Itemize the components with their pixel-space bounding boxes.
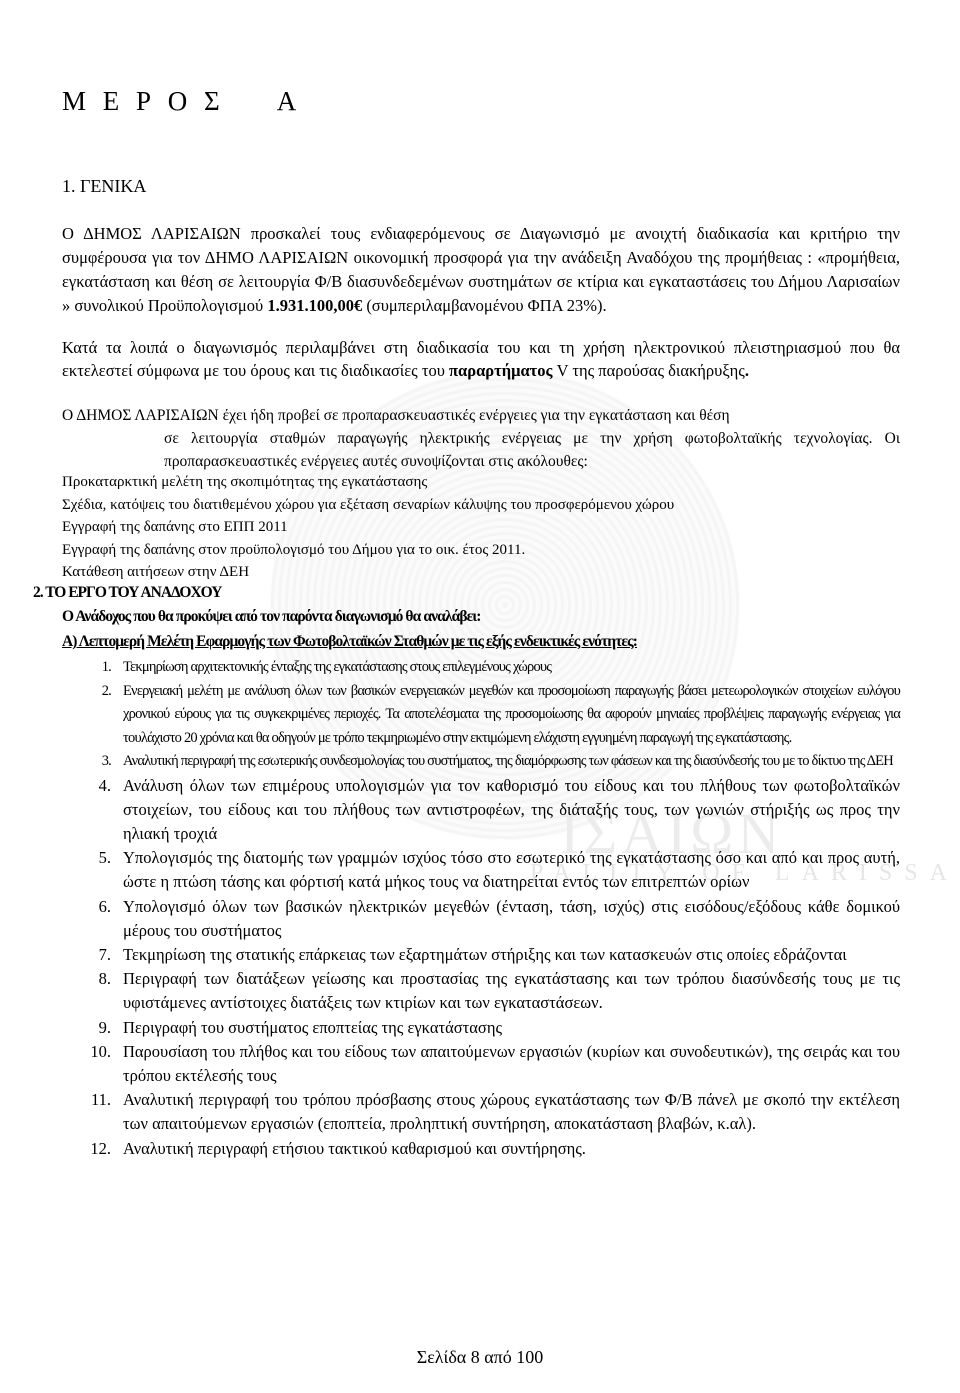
- contractor-intro: Ο Ανάδοχος που θα προκύψει από τον παρόντα διαγωνισμό θα αναλάβει:: [62, 608, 481, 625]
- item-number: 7.: [98, 944, 111, 964]
- subsection-a-heading: Α) Λεπτομερή Μελέτη Εφαρμογής των Φωτοβολταϊκών Σταθμών με τις εξής ενδεικτικές ενότητες:: [62, 633, 637, 650]
- list-item: [62, 1088, 900, 1136]
- preparation-first-line: Ο ΔΗΜΟΣ ΛΑΡΙΣΑΙΩΝ έχει ήδη προβεί σε προπαρασκευαστικές ενέργειες για την εγκατάσταση και θέση: [62, 407, 730, 424]
- item-text: Τεκμηρίωση της στατικής επάρκειας των εξαρτημάτων στήριξης και των κατασκευών στις οποίες εδράζονται: [123, 944, 847, 964]
- item-number: 3.: [101, 753, 111, 769]
- preparation-item: Προκαταρκτική μελέτη της σκοπιμότητας της εγκατάστασης: [62, 474, 428, 490]
- list-item: [62, 967, 900, 1015]
- item-text: Περιγραφή των διατάξεων γείωσης και προστασίας της εγκατάστασης και των τρόπου διασύνδεσής τους με τις υφιστάμενες αντίστοιχες διατάξεις των κτιρίων και των εγκαταστάσεων.: [123, 969, 900, 1013]
- auction-end: .: [744, 361, 749, 380]
- list-item: [62, 1137, 900, 1161]
- item-text: Ενεργειακή μελέτη με ανάλυση όλων των βασικών ενεργειακών μεγεθών και προσομοίωση παραγωγής βάσει μετεωρολογικών στοιχείων ευλόγου χρονικού εύρους για τις συγκεκριμένες περιοχές. Τα αποτελέσματα της προσομοίωσης θα αφορούν μηνιαίες προβλέψεις παραγωγής ενέργειας για τουλάχιστο 20 χρόνια και θα οδηγούν με τρόπο τεκμηριωμένο στην εκτιμώμενη ελάχιστη εγγυημένη παραγωγή της εγκατάστασης.: [123, 682, 900, 746]
- item-number: 2.: [101, 682, 111, 699]
- page-number-footer: Σελίδα 8 από 100: [416, 1347, 544, 1367]
- budget-amount: 1.931.100,00€: [267, 296, 363, 315]
- item-number: 4.: [98, 775, 111, 795]
- item-number: 11.: [90, 1090, 111, 1110]
- auction-text: Κατά τα λοιπά ο διαγωνισμός περιλαμβάνει στη διαδικασία του και τη χρήση ηλεκτρονικού πλειστηριασμού που θα εκτελεστεί σύμφωνα με του όρους και τις διαδικασίες του: [62, 338, 900, 380]
- preparation-list: [62, 471, 674, 584]
- annex-label: παραρτήματος: [449, 361, 553, 380]
- preparation-item: Σχέδια, κατόψεις του διατιθεμένου χώρου για εξέταση σεναρίων κάλυψης του προσφερόμενου χώρου: [62, 496, 675, 513]
- item-number: 8.: [98, 969, 111, 989]
- item-number: 12.: [90, 1138, 111, 1158]
- watermark-text-small: PALITY OF LARISSA: [530, 860, 959, 886]
- preparation-item: Κατάθεση αιτήσεων στην ΔΕΗ: [62, 564, 250, 581]
- list-item: [62, 774, 900, 847]
- section-heading-contractor-work: 2. ΤΟ ΕΡΓΟ ΤΟΥ ΑΝΑΔΟΧΟΥ: [33, 584, 222, 601]
- intro-text: Ο ΔΗΜΟΣ ΛΑΡΙΣΑΙΩΝ προσκαλεί τους ενδιαφερόμενους σε Διαγωνισμό με ανοιχτή διαδικασία και κριτήριο την συμφέρουσα για τον ΔΗΜΟ ΛΑΡΙΣΑΙΩΝ οικονομική προσφορά για την ανάδειξη Αναδόχου της προμήθειας : «προμήθεια, εγκατάσταση και θέση σε λειτουργία Φ/Β διασυνδεδεμένων συστημάτων σε κτίρια και εγκαταστάσεις του Δήμου Λαρισαίων » συνολικού Προϋπολογισμού: [62, 224, 900, 315]
- item-text: Περιγραφή του συστήματος εποπτείας της εγκατάστασης: [123, 1017, 502, 1037]
- watermark-text-large: ΙΣΑΙΩΝ: [560, 801, 784, 866]
- list-item: [62, 895, 900, 943]
- part-title: Μ Ε Ρ Ο Σ: [62, 86, 225, 116]
- item-number: 10.: [90, 1041, 111, 1061]
- item-number: 9.: [98, 1017, 111, 1037]
- item-text: Αναλυτική περιγραφή του τρόπου πρόσβασης στους χώρους εγκατάστασης των Φ/Β πάνελ με σκοπό την εκτέλεση των απαιτούμενων εργασιών (εποπτεία, προληπτική συντήρηση, αποκατάσταση βλαβών, κ.αλ).: [123, 1090, 900, 1134]
- item-text: Παρουσίαση του πλήθος και του είδους των απαιτούμενων εργασιών (κυρίων και συνοδευτικών), της σειράς και του τρόπου εκτέλεσής τους: [123, 1041, 900, 1085]
- list-item: [62, 1016, 900, 1040]
- study-tasks-list: [62, 656, 900, 1161]
- list-item: [62, 750, 900, 774]
- section-heading-general: 1. ΓΕΝΙΚΑ: [62, 176, 147, 196]
- preparation-rest: σε λειτουργία σταθμών παραγωγής ηλεκτρικής ενέργειας με την χρήση φωτοβολταϊκής τεχνολογίας. Οι προπαρασκευαστικές ενέργειες αυτές συνοψίζονται στις ακόλουθες:: [164, 430, 900, 470]
- list-item: [62, 1040, 900, 1088]
- list-item: [62, 846, 900, 894]
- item-number: 1.: [101, 659, 111, 675]
- item-text: Αναλυτική περιγραφή ετήσιου τακτικού καθαρισμού και συντήρησης.: [123, 1138, 586, 1158]
- item-text: Τεκμηρίωση αρχιτεκτονικής ένταξης της εγκατάστασης στους επιλεγμένους χώρους: [123, 659, 552, 675]
- preparation-paragraph: [62, 404, 900, 473]
- intro-paragraph: [62, 222, 900, 318]
- list-item: [62, 943, 900, 967]
- item-text: Αναλυτική περιγραφή της εσωτερικής συνδεσμολογίας του συστήματος, της διαμόρφωσης των φάσεων και της διασύνδεσής του με το δίκτυο της ΔΕΗ: [123, 753, 893, 769]
- list-item: [62, 680, 900, 751]
- auction-paragraph: [62, 336, 900, 382]
- preparation-item: Εγγραφή της δαπάνης στο ΕΠΠ 2011: [62, 519, 288, 536]
- item-number: 6.: [98, 896, 111, 916]
- item-number: 5.: [98, 848, 111, 868]
- intro-tail: (συμπεριλαμβανομένου ΦΠΑ 23%).: [362, 296, 607, 315]
- list-item: [62, 656, 900, 680]
- auction-tail: V της παρούσας διακήρυξης: [552, 361, 745, 380]
- preparation-item: Εγγραφή της δαπάνης στον προϋπολογισμό του Δήμου για το οικ. έτος 2011.: [62, 541, 526, 558]
- item-text: Υπολογισμός της διατομής των γραμμών ισχύος τόσο στο εσωτερικό της εγκατάστασης όσο και από και προς αυτή, ώστε η πτώση τάσης και φόρτισή κατά μήκος τους να διατηρείται εντός των επιτρεπτών ορίων: [123, 848, 900, 892]
- part-letter: Α: [276, 86, 302, 116]
- item-text: Ανάλυση όλων των επιμέρους υπολογισμών για τον καθορισμό του είδους και του πλήθους των φωτοβολταϊκών στοιχείων, του είδους και του πλήθους των αντιστροφέων, της διάταξής τους, των γωνιών στήριξής ως προς την ηλιακή τροχιά: [123, 775, 900, 843]
- item-text: Υπολογισμό όλων των βασικών ηλεκτρικών μεγεθών (ένταση, τάση, ισχύς) στις εισόδους/εξόδους κάθε δομικού μέρους του συστήματος: [123, 896, 900, 940]
- part-heading: [62, 86, 301, 117]
